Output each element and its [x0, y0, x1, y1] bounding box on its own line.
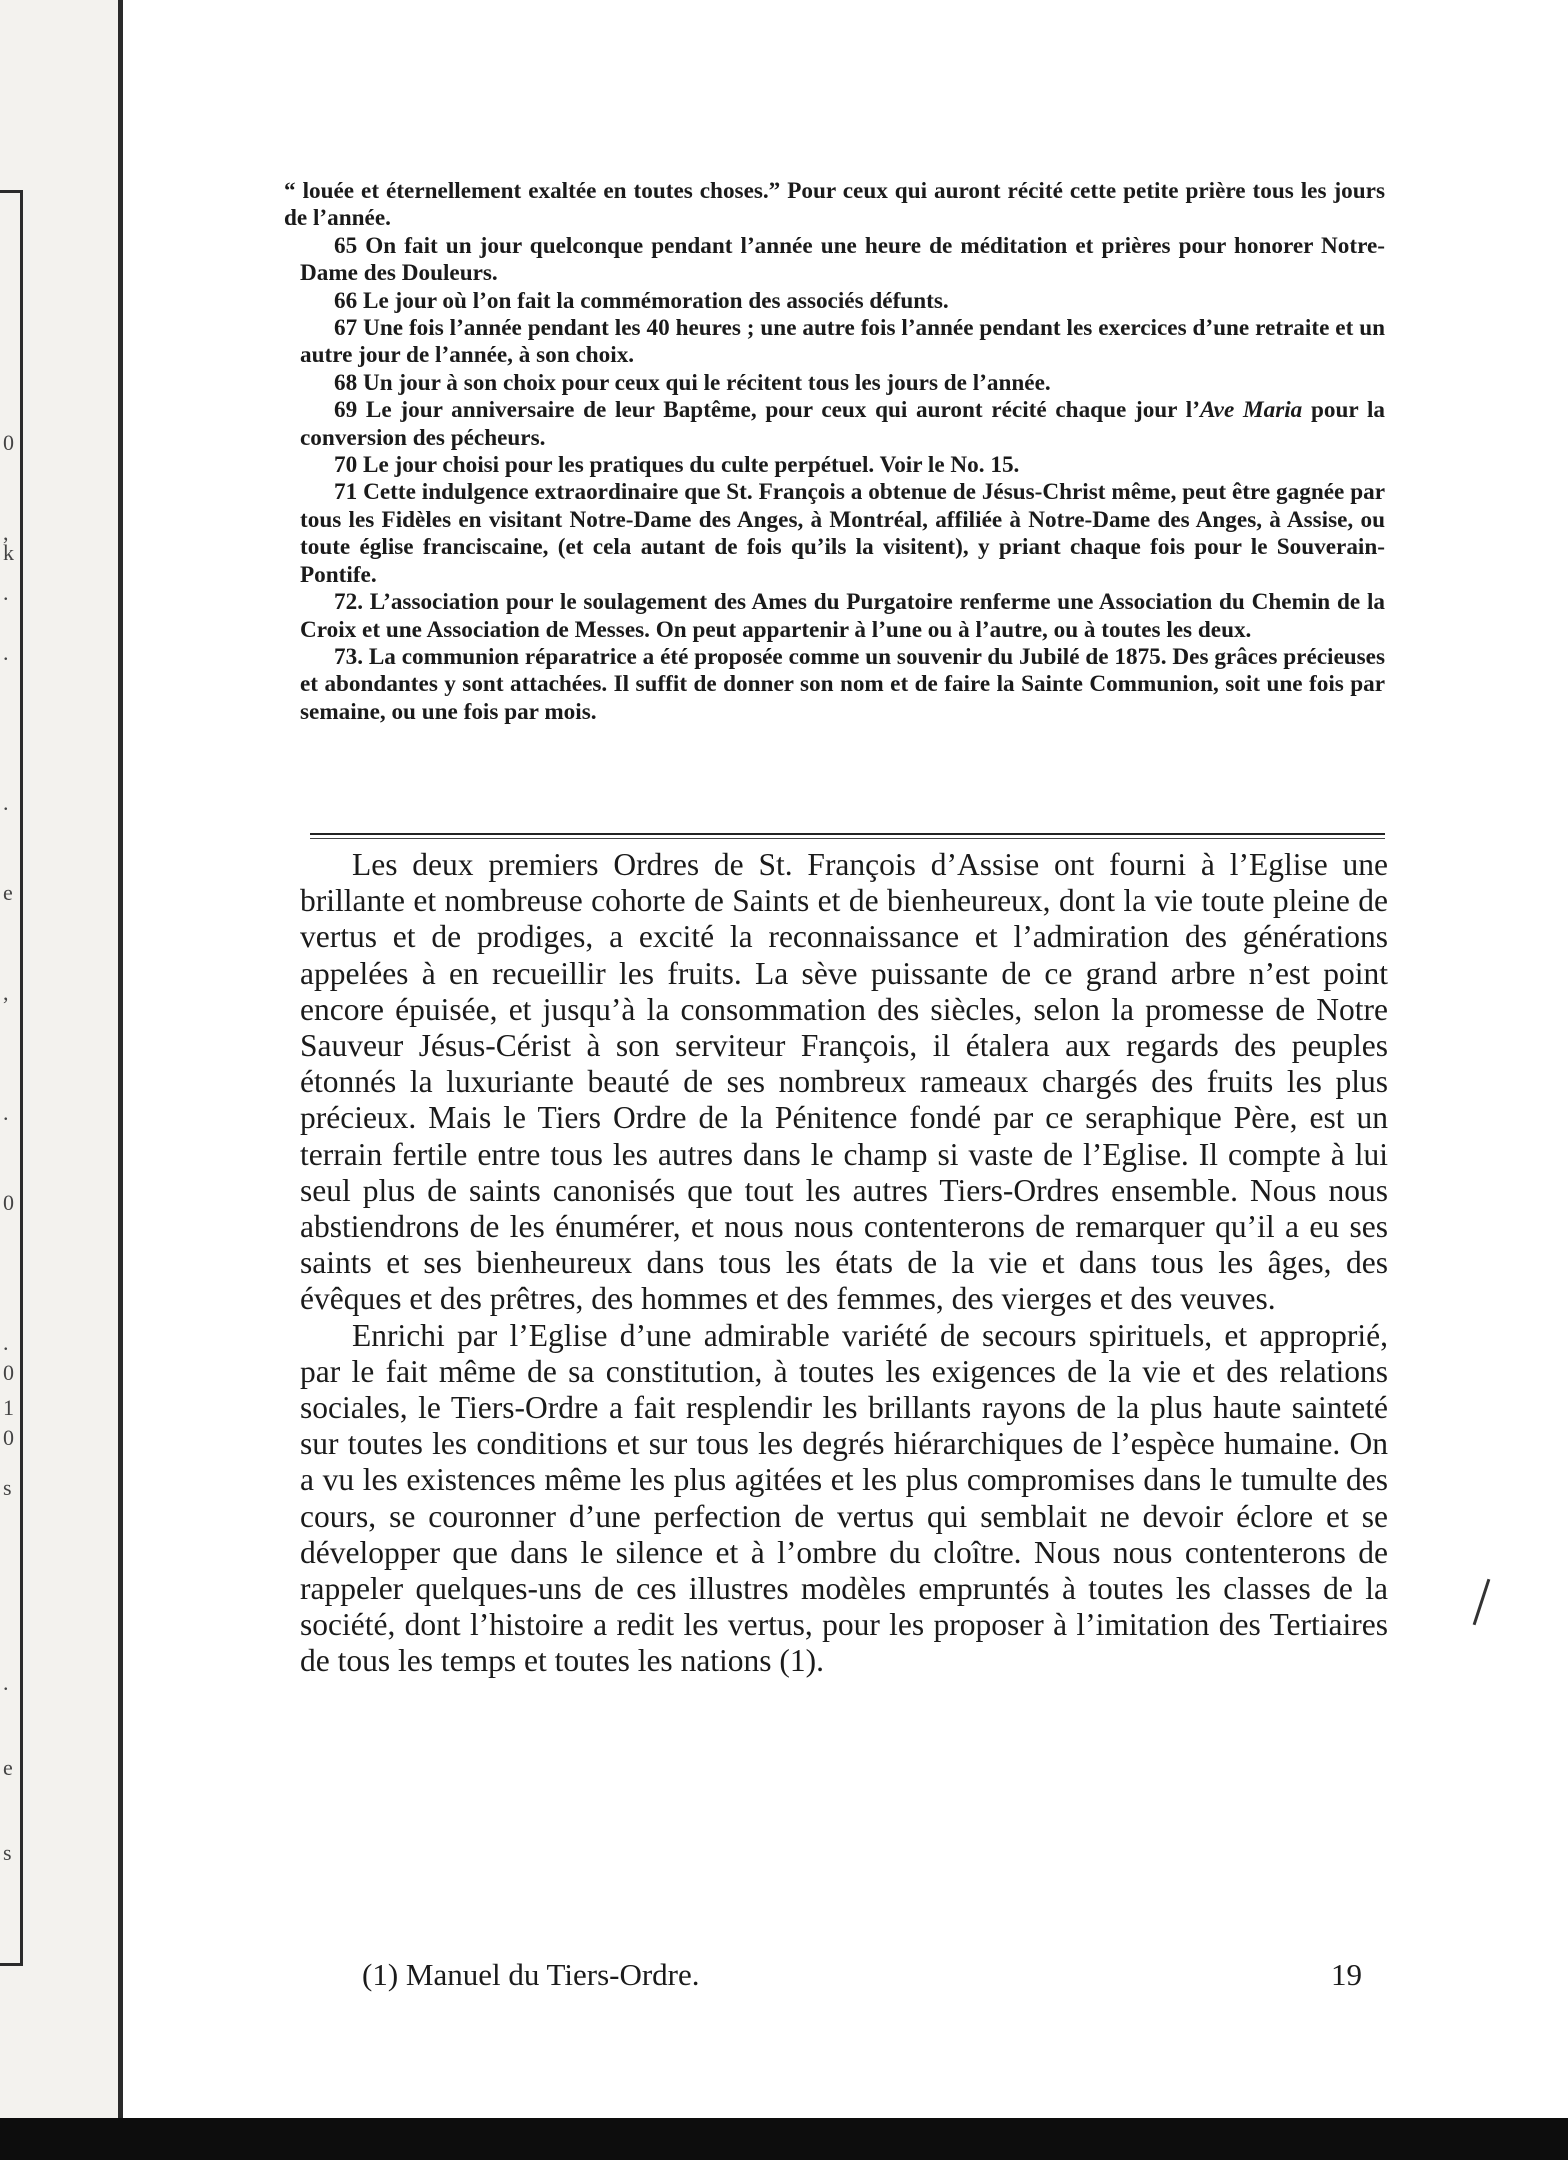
- edge-glyph: .: [3, 1670, 9, 1695]
- footnotes-block: [284, 178, 1385, 726]
- footnote-69: [300, 397, 1385, 452]
- page-number: 19: [1331, 1957, 1362, 1992]
- edge-glyph: s: [3, 1840, 12, 1865]
- edge-glyph: 0: [3, 1425, 14, 1450]
- footnote-67: 67 Une fois l’année pendant les 40 heures ; une autre fois l’année pendant les exercices d’une retraite et un autre jour de l’année, à son choix.: [300, 315, 1385, 369]
- edge-glyph: 0: [3, 1360, 14, 1385]
- footnote-73: 73. La communion réparatrice a été proposée comme un souvenir du Jubilé de 1875. Des grâces précieuses et abondantes y sont attachées. Il suffit de donner son nom et de faire la Sainte Communion, soit une fois par semaine, ou une fois par mois.: [300, 643, 1385, 725]
- edge-glyph: .: [3, 580, 9, 605]
- footnote-71: 71 Cette indulgence extraordinaire que St. François a obtenue de Jésus-Christ même, peut être gagnée par tous les Fidèles en visitant Notre-Dame des Anges, à Montréal, affiliée à Notre-Dame des Anges, à Assise, ou toute église franciscaine, (et cela autant de fois qu’ils la visitent), y priant chaque fois pour le Souverain-Pontife.: [300, 479, 1385, 588]
- footnote-continuation: “ louée et éternellement exaltée en toutes choses.” Pour ceux qui auront récité cette petite prière tous les jours de l’année.: [284, 178, 1385, 232]
- footnote-69-text: 69 Le jour anniversaire de leur Baptême, pour ceux qui auront récité chaque jour l’: [334, 397, 1200, 424]
- main-text: [300, 847, 1388, 1680]
- section-rule-thin: [310, 838, 1385, 839]
- edge-glyph: .: [3, 790, 9, 815]
- footnote-69-tail: pour la conversion des pécheurs.: [300, 397, 1385, 451]
- edge-glyph: k: [3, 540, 14, 565]
- section-rule: [310, 833, 1385, 835]
- edge-glyph: .: [3, 1100, 9, 1125]
- footnote-69-italic: Ave Maria: [1199, 397, 1303, 424]
- edge-glyph: .: [3, 640, 9, 665]
- edge-glyph: 1: [3, 1395, 14, 1420]
- footnote-65: 65 On fait un jour quelconque pendant l’année une heure de méditation et prières pour honorer Notre-Dame des Douleurs.: [300, 232, 1385, 287]
- edge-glyph: e: [3, 1755, 13, 1780]
- edge-glyph: 0: [3, 1190, 14, 1215]
- footnote-reference: (1) Manuel du Tiers-Ordre.: [362, 1957, 700, 1992]
- paragraph: Les deux premiers Ordres de St. François d’Assise ont fourni à l’Eglise une brillante et nombreuse cohorte de Saints et de bienheureux, dont la vie toute pleine de vertus et de prodiges, a excité la reconnaissance et l’admiration des générations appelées à en recueillir les fruits. La sève puissante de ce grand arbre n’est point encore épuisée, et jusqu’à la consommation des siècles, selon la promesse de Notre Sauveur Jésus-Cérist à son serviteur François, il étalera aux regards des peuples étonnés la luxuriante beauté de ses nombreux rameaux chargés des fruits les plus précieux. Mais le Tiers Ordre de la Pénitence fondé par ce seraphique Père, est un terrain fertile entre tous les autres dans le champ si vaste de l’Eglise. Il compte à lui seul plus de saints canonisés que tout les autres Tiers-Ordres ensemble. Nous nous abstiendrons de les énumérer, et nous nous contenterons de remarquer qu’il a eu ses saints et ses bienheureux dans tous les états de la vie et dans tous les âges, des évêques et des prêtres, des hommes et des femmes, des vierges et des veuves.: [300, 847, 1388, 1317]
- page-footer: [362, 1957, 1362, 1993]
- edge-glyph: ,: [3, 520, 9, 545]
- edge-glyph: e: [3, 880, 13, 905]
- footnote-70: 70 Le jour choisi pour les pratiques du culte perpétuel. Voir le No. 15.: [334, 452, 1020, 479]
- edge-glyph: 0: [3, 430, 14, 455]
- footnote-66: 66 Le jour où l’on fait la commémoration des associés défunts.: [334, 287, 949, 314]
- footnote-68: 68 Un jour à son choix pour ceux qui le récitent tous les jours de l’année.: [334, 369, 1051, 396]
- edge-glyph: s: [3, 1475, 12, 1500]
- footnote-72: 72. L’association pour le soulagement des Ames du Purgatoire renferme une Association du Chemin de la Croix et une Association de Messes. On peut appartenir à l’une ou à l’autre, ou à toutes les deux.: [300, 589, 1385, 643]
- paragraph: Enrichi par l’Eglise d’une admirable variété de secours spirituels, et approprié, par le fait même de sa constitution, à toutes les exigences de la vie et des relations sociales, le Tiers-Ordre a fait resplendir les brillants rayons de la plus haute sainteté sur toutes les conditions et sur tous les degrés hiérarchiques de l’espèce humaine. On a vu les existences même les plus agitées et les plus compromises dans le tumulte des cours, se couronner d’une perfection de vertus qui semblait ne devoir éclore et se développer que dans le silence et à l’ombre du cloître. Nous nous contenterons de rappeler quelques-uns de ces illustres modèles empruntés à toutes les classes de la société, dont l’histoire a redit les vertus, pour les proposer à l’imitation des Tertiaires de tous les temps et toutes les nations (1).: [300, 1317, 1388, 1679]
- scan-bottom-border: [0, 2118, 1568, 2160]
- facing-page-frame: [0, 190, 23, 1966]
- edge-glyph: .: [3, 1330, 9, 1355]
- edge-glyph: ,: [3, 980, 9, 1005]
- facing-page-edge: [0, 0, 118, 2160]
- binding-gutter: [118, 0, 123, 2120]
